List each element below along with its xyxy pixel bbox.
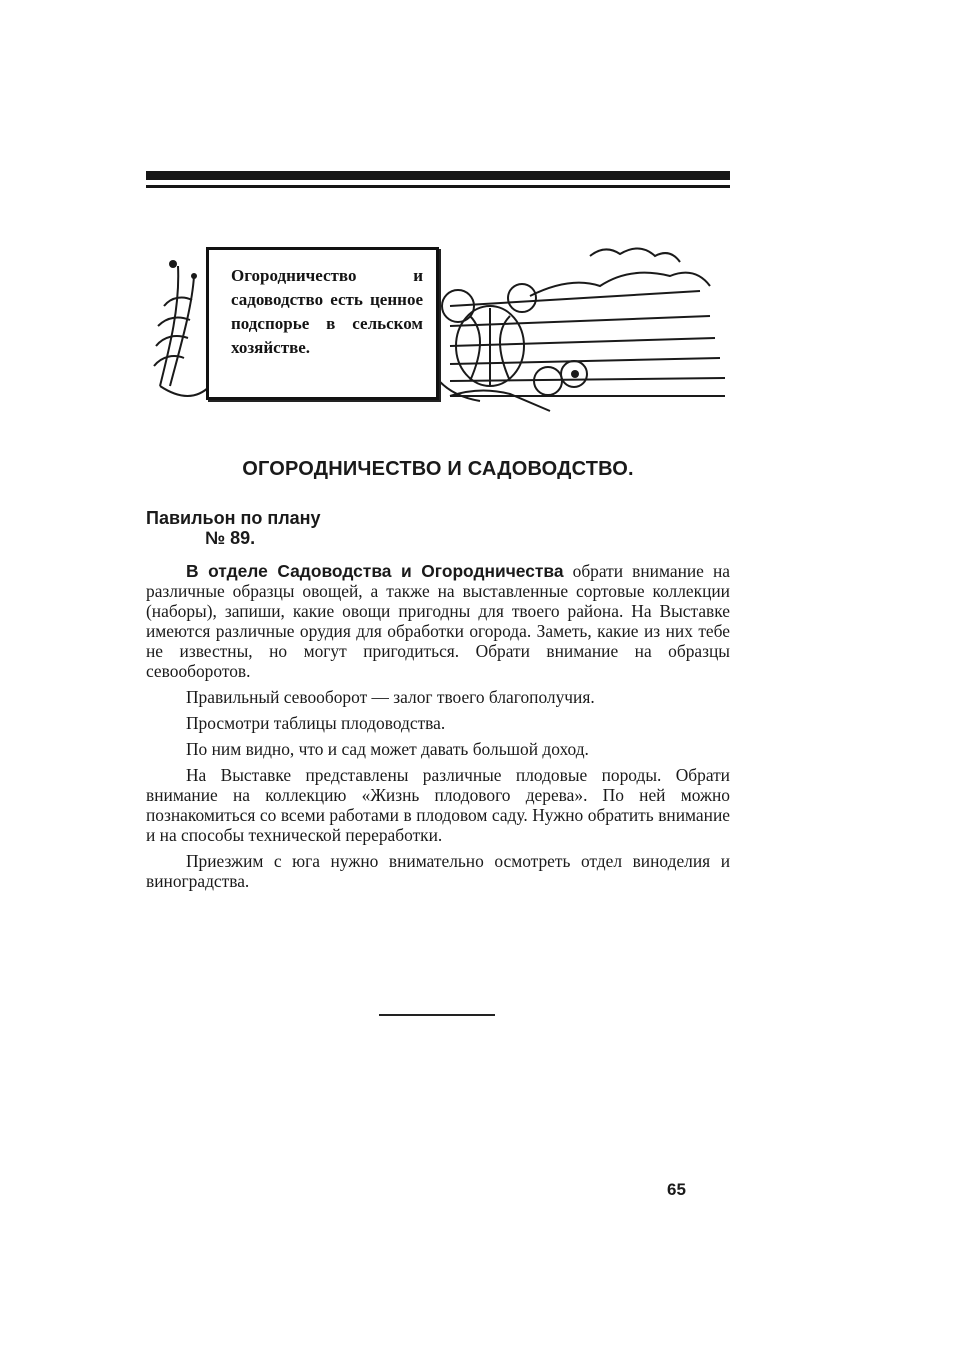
page-number: 65 bbox=[667, 1180, 686, 1199]
pavilion-label: Павильон по плану bbox=[146, 508, 321, 528]
section-separator bbox=[379, 1014, 495, 1016]
paragraph-text: Правильный севооборот — залог твоего благополучия. bbox=[186, 687, 595, 707]
body-text bbox=[146, 561, 730, 897]
pavilion-number: № 89. bbox=[205, 528, 256, 548]
callout-text: Огородничество и садоводство есть ценное подспорье в сельском хозяйстве. bbox=[231, 266, 423, 357]
paragraph-text: На Выставке представлены различные плодовые породы. Обрати внимание на коллекцию «Жизнь плодового дерева». По ней можно познакомиться со всеми работами в плодовом саду. Нужно обратить внимание и на способы технической переработки. bbox=[146, 765, 730, 845]
paragraph bbox=[146, 713, 730, 733]
paragraph bbox=[146, 851, 730, 891]
paragraph-text: Просмотри таблицы плодоводства. bbox=[186, 713, 446, 733]
paragraph-text: По ним видно, что и сад может давать большой доход. bbox=[186, 739, 589, 759]
callout-box bbox=[206, 247, 439, 400]
top-thin-rule bbox=[146, 185, 730, 188]
paragraph-text: Приезжим с юга нужно внимательно осмотреть отдел виноделия и виноградства. bbox=[146, 851, 730, 891]
paragraph bbox=[146, 739, 730, 759]
page-heading: ОГОРОДНИЧЕСТВО И САДОВОДСТВО. bbox=[242, 458, 634, 480]
top-double-rule bbox=[146, 171, 730, 180]
paragraph bbox=[146, 765, 730, 845]
paragraph bbox=[146, 561, 730, 681]
paragraph bbox=[146, 687, 730, 707]
paragraph-text: обрати внимание на различные образцы овощей, а также на выставленные сортовые коллекции (наборы), запиши, какие овощи пригодны для твоего района. На Выставке имеются различные орудия для обработки огорода. Заметь, какие из них тебе не известны, но могут пригодиться. Обрати внимание на образцы севооборотов. bbox=[146, 561, 731, 681]
paragraph-lead: В отделе Садоводства и Огородничества bbox=[186, 561, 564, 581]
